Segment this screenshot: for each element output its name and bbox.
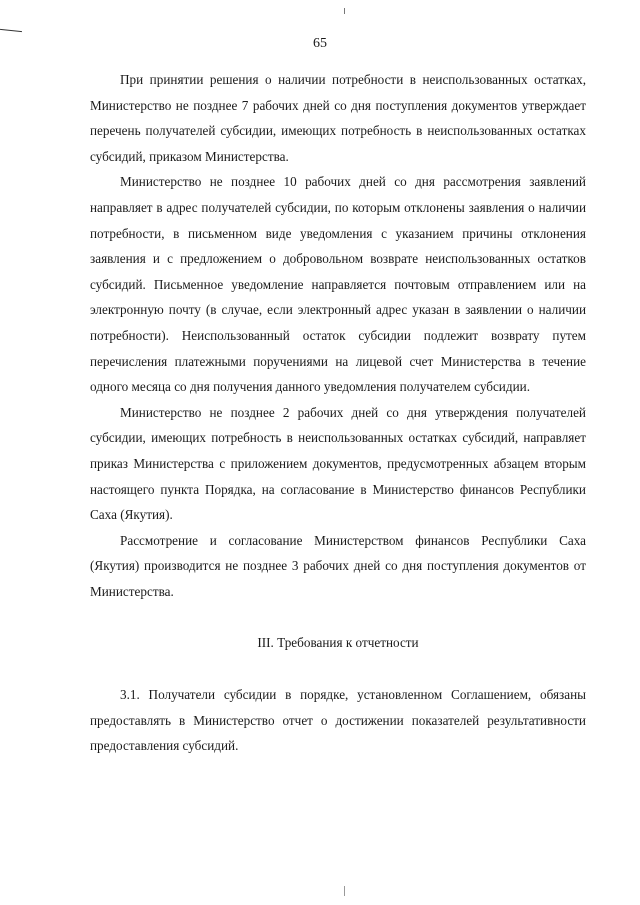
spacer [90,656,586,682]
paragraph-rejection-notice: Министерство не позднее 10 рабочих дней со дня рассмотрения заявлений направляет в адрес получателей субсидии, по которым отклонены заявления о наличии потребности, в письменном виде уведомления с указанием причины отклонения заявления и с предложением о добровольном возврате неиспользованных остатков субсидий. Письменное уведомление направляется почтовым отправлением или на электронную почту (в случае, если электронный адрес указан в заявлении о наличии потребности). Неиспользованный остаток субсидии подлежит возврату путем перечисления платежными поручениями на лицевой счет Министерства в течение одного месяца со дня получения данного уведомления получателем субсидии. [90,174,586,395]
paragraph-finance-ministry-review: Рассмотрение и согласование Министерством финансов Республики Саха (Якутия) производится не позднее 3 рабочих дней со дня поступления документов от Министерства. [90,532,586,599]
paragraph-reporting-requirement: 3.1. Получатели субсидии в порядке, установленном Соглашением, обязаны предоставлять в Министерство отчет о достижении показателей результативности предоставления субсидий. [90,687,586,754]
page-number: 65 [313,36,327,51]
paragraph-decision-unused-balances: При принятии решения о наличии потребности в неиспользованных остатках, Министерство не позднее 7 рабочих дней со дня поступления документов утверждает перечень получателей субсидии, имеющих потребность в неиспользованных остатках субсидий, приказом Министерства. [90,72,586,164]
spacer [90,604,586,630]
paragraph-order-approval: Министерство не позднее 2 рабочих дней со дня утверждения получателей субсидии, имеющих потребность в неиспользованных остатках субсидий, направляет приказ Министерства с приложением документов, предусмотренных абзацем вторым настоящего пункта Порядка, на согласование в Министерство финансов Республики Саха (Якутия). [90,404,586,523]
document-body [90,67,586,759]
scan-artifact-mark [0,29,22,32]
section-heading: III. Требования к отчетности [257,635,419,651]
scan-artifact-mark [344,886,345,896]
scan-artifact-mark [344,8,345,14]
